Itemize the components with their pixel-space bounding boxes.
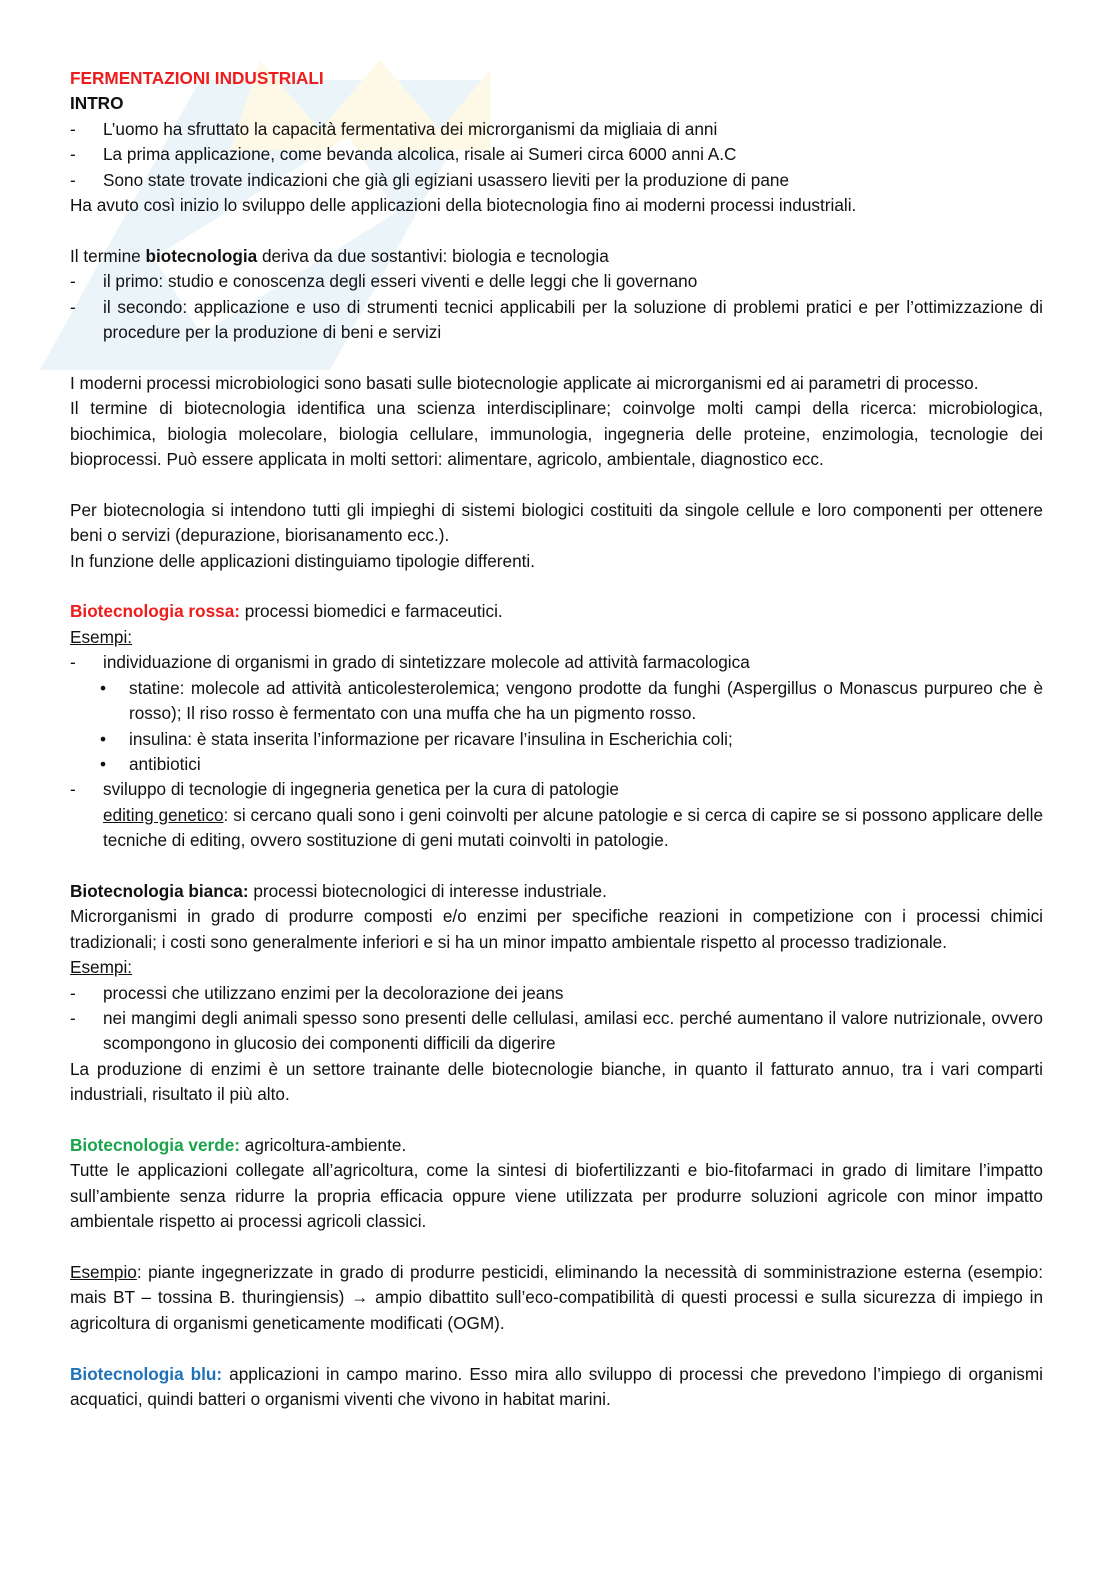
intro-closing: Ha avuto così inizio lo sviluppo delle applicazioni della biotecnologia fino ai moderni processi industriali. — [70, 195, 857, 216]
rossa-heading: Biotecnologia rossa: processi biomedici e farmaceutici. — [70, 601, 503, 622]
rossa-item: - sviluppo di tecnologie di ingegneria genetica per la cura di patologie — [70, 777, 1043, 802]
modern-paragraph-1: I moderni processi microbiologici sono basati sulle biotecnologie applicate ai microrganismi ed ai parametri di processo. — [70, 372, 979, 393]
blu-heading: Biotecnologia blu: applicazioni in campo marino. Esso mira allo sviluppo di processi che prevedono l’impiego di organismi acquatici, quindi batteri o organismi viventi che vivono in habitat marini. — [70, 1363, 1043, 1409]
editing-paragraph: editing genetico: si cercano quali sono i geni coinvolti per alcune patologie e si cerca di capire se si possono applicare delle tecniche di editing, ovvero sostituzione di geni mutati coinvolti in patologie. — [103, 804, 1044, 851]
bianca-closing: La produzione di enzimi è un settore trainante delle biotecnologie bianche, in quanto il fatturato annuo, tra i vari comparti industriali, risultato il più alto. — [70, 1058, 1043, 1105]
verde-body: Tutte le applicazioni collegate all’agricoltura, come la sintesi di biofertilizzanti e bio-fitofarmaci in grado di limitare l’impatto sull’ambiente senza ridurre la propria efficacia oppure viene utilizzata per produrre soluzioni agricole con minor impatto ambientale rispetto ai processi agricoli classici. — [70, 1160, 1043, 1232]
rossa-bullet: • antibiotici — [70, 752, 1043, 777]
verde-heading: Biotecnologia verde: agricoltura-ambiente. — [70, 1134, 407, 1155]
term-item: - il primo: studio e conoscenza degli esseri viventi e delle leggi che li governano — [70, 269, 1043, 294]
term-item: - il secondo: applicazione e uso di strumenti tecnici applicabili per la soluzione di problemi pratici e per l’ottimizzazione di procedure per la produzione di beni e servizi — [70, 295, 1043, 346]
document-page — [70, 66, 1043, 1412]
definition-paragraph: Per biotecnologia si intendono tutti gli impieghi di sistemi biologici costituiti da singole cellule e loro componenti per ottenere beni o servizi (depurazione, biorisanamento ecc.). — [70, 499, 1043, 546]
rossa-item: - individuazione di organismi in grado di sintetizzare molecole ad attività farmacologica — [70, 650, 1043, 675]
term-paragraph: Il termine biotecnologia deriva da due sostantivi: biologia e tecnologia — [70, 245, 609, 266]
intro-item: - L’uomo ha sfruttato la capacità fermentativa dei microrganismi da migliaia di anni — [70, 117, 1043, 142]
bianca-item: - nei mangimi degli animali spesso sono presenti delle cellulasi, amilasi ecc. perché aumentano il valore nutrizionale, ovvero scompongono in glucosio dei componenti difficili da digerire — [70, 1006, 1043, 1057]
bianca-heading: Biotecnologia bianca: processi biotecnologici di interesse industriale. — [70, 880, 607, 901]
intro-heading: INTRO — [70, 93, 124, 114]
rossa-bullet: • insulina: è stata inserita l’informazione per ricavare l’insulina in Escherichia coli; — [70, 727, 1043, 752]
modern-paragraph-2: Il termine di biotecnologia identifica una scienza interdisciplinare; coinvolge molti campi della ricerca: microbiologica, biochimica, biologia molecolare, biologia cellulare, immunologia, ingegneria delle proteine, enzimologia, tecnologie dei bioprocessi. Può essere applicata in molti settori: alimentare, agricolo, ambientale, diagnostico ecc. — [70, 398, 1043, 470]
rossa-examples-label: Esempi: — [70, 626, 133, 647]
definition-closing: In funzione delle applicazioni distinguiamo tipologie differenti. — [70, 550, 536, 571]
verde-example: Esempio: piante ingegnerizzate in grado di produrre pesticidi, eliminando la necessità di somministrazione esterna (esempio: mais BT – tossina B. thuringiensis) → ampio dibattito sull’eco-compatibilità di questi processi e sulla sicurezza di impiego in agricoltura di organismi geneticamente modificati (OGM). — [70, 1261, 1043, 1333]
intro-item: - La prima applicazione, come bevanda alcolica, risale ai Sumeri circa 6000 anni A.C — [70, 142, 1043, 167]
bianca-examples-label: Esempi: — [70, 957, 133, 978]
bianca-item: - processi che utilizzano enzimi per la decolorazione dei jeans — [70, 981, 1043, 1006]
document-title: FERMENTAZIONI INDUSTRIALI — [70, 68, 324, 88]
rossa-bullet: • statine: molecole ad attività anticolesterolemica; vengono prodotte da funghi (Aspergillus o Monascus purpureo che è rosso); Il riso rosso è fermentato con una muffa che ha un pigmento rosso. — [70, 676, 1043, 727]
bianca-body: Microrganismi in grado di produrre composti e/o enzimi per specifiche reazioni in competizione con i processi chimici tradizionali; i costi sono generalmente inferiori e si ha un minor impatto ambientale rispetto al processo tradizionale. — [70, 906, 1043, 952]
intro-item: - Sono state trovate indicazioni che già gli egiziani usassero lieviti per la produzione di pane — [70, 168, 1043, 193]
